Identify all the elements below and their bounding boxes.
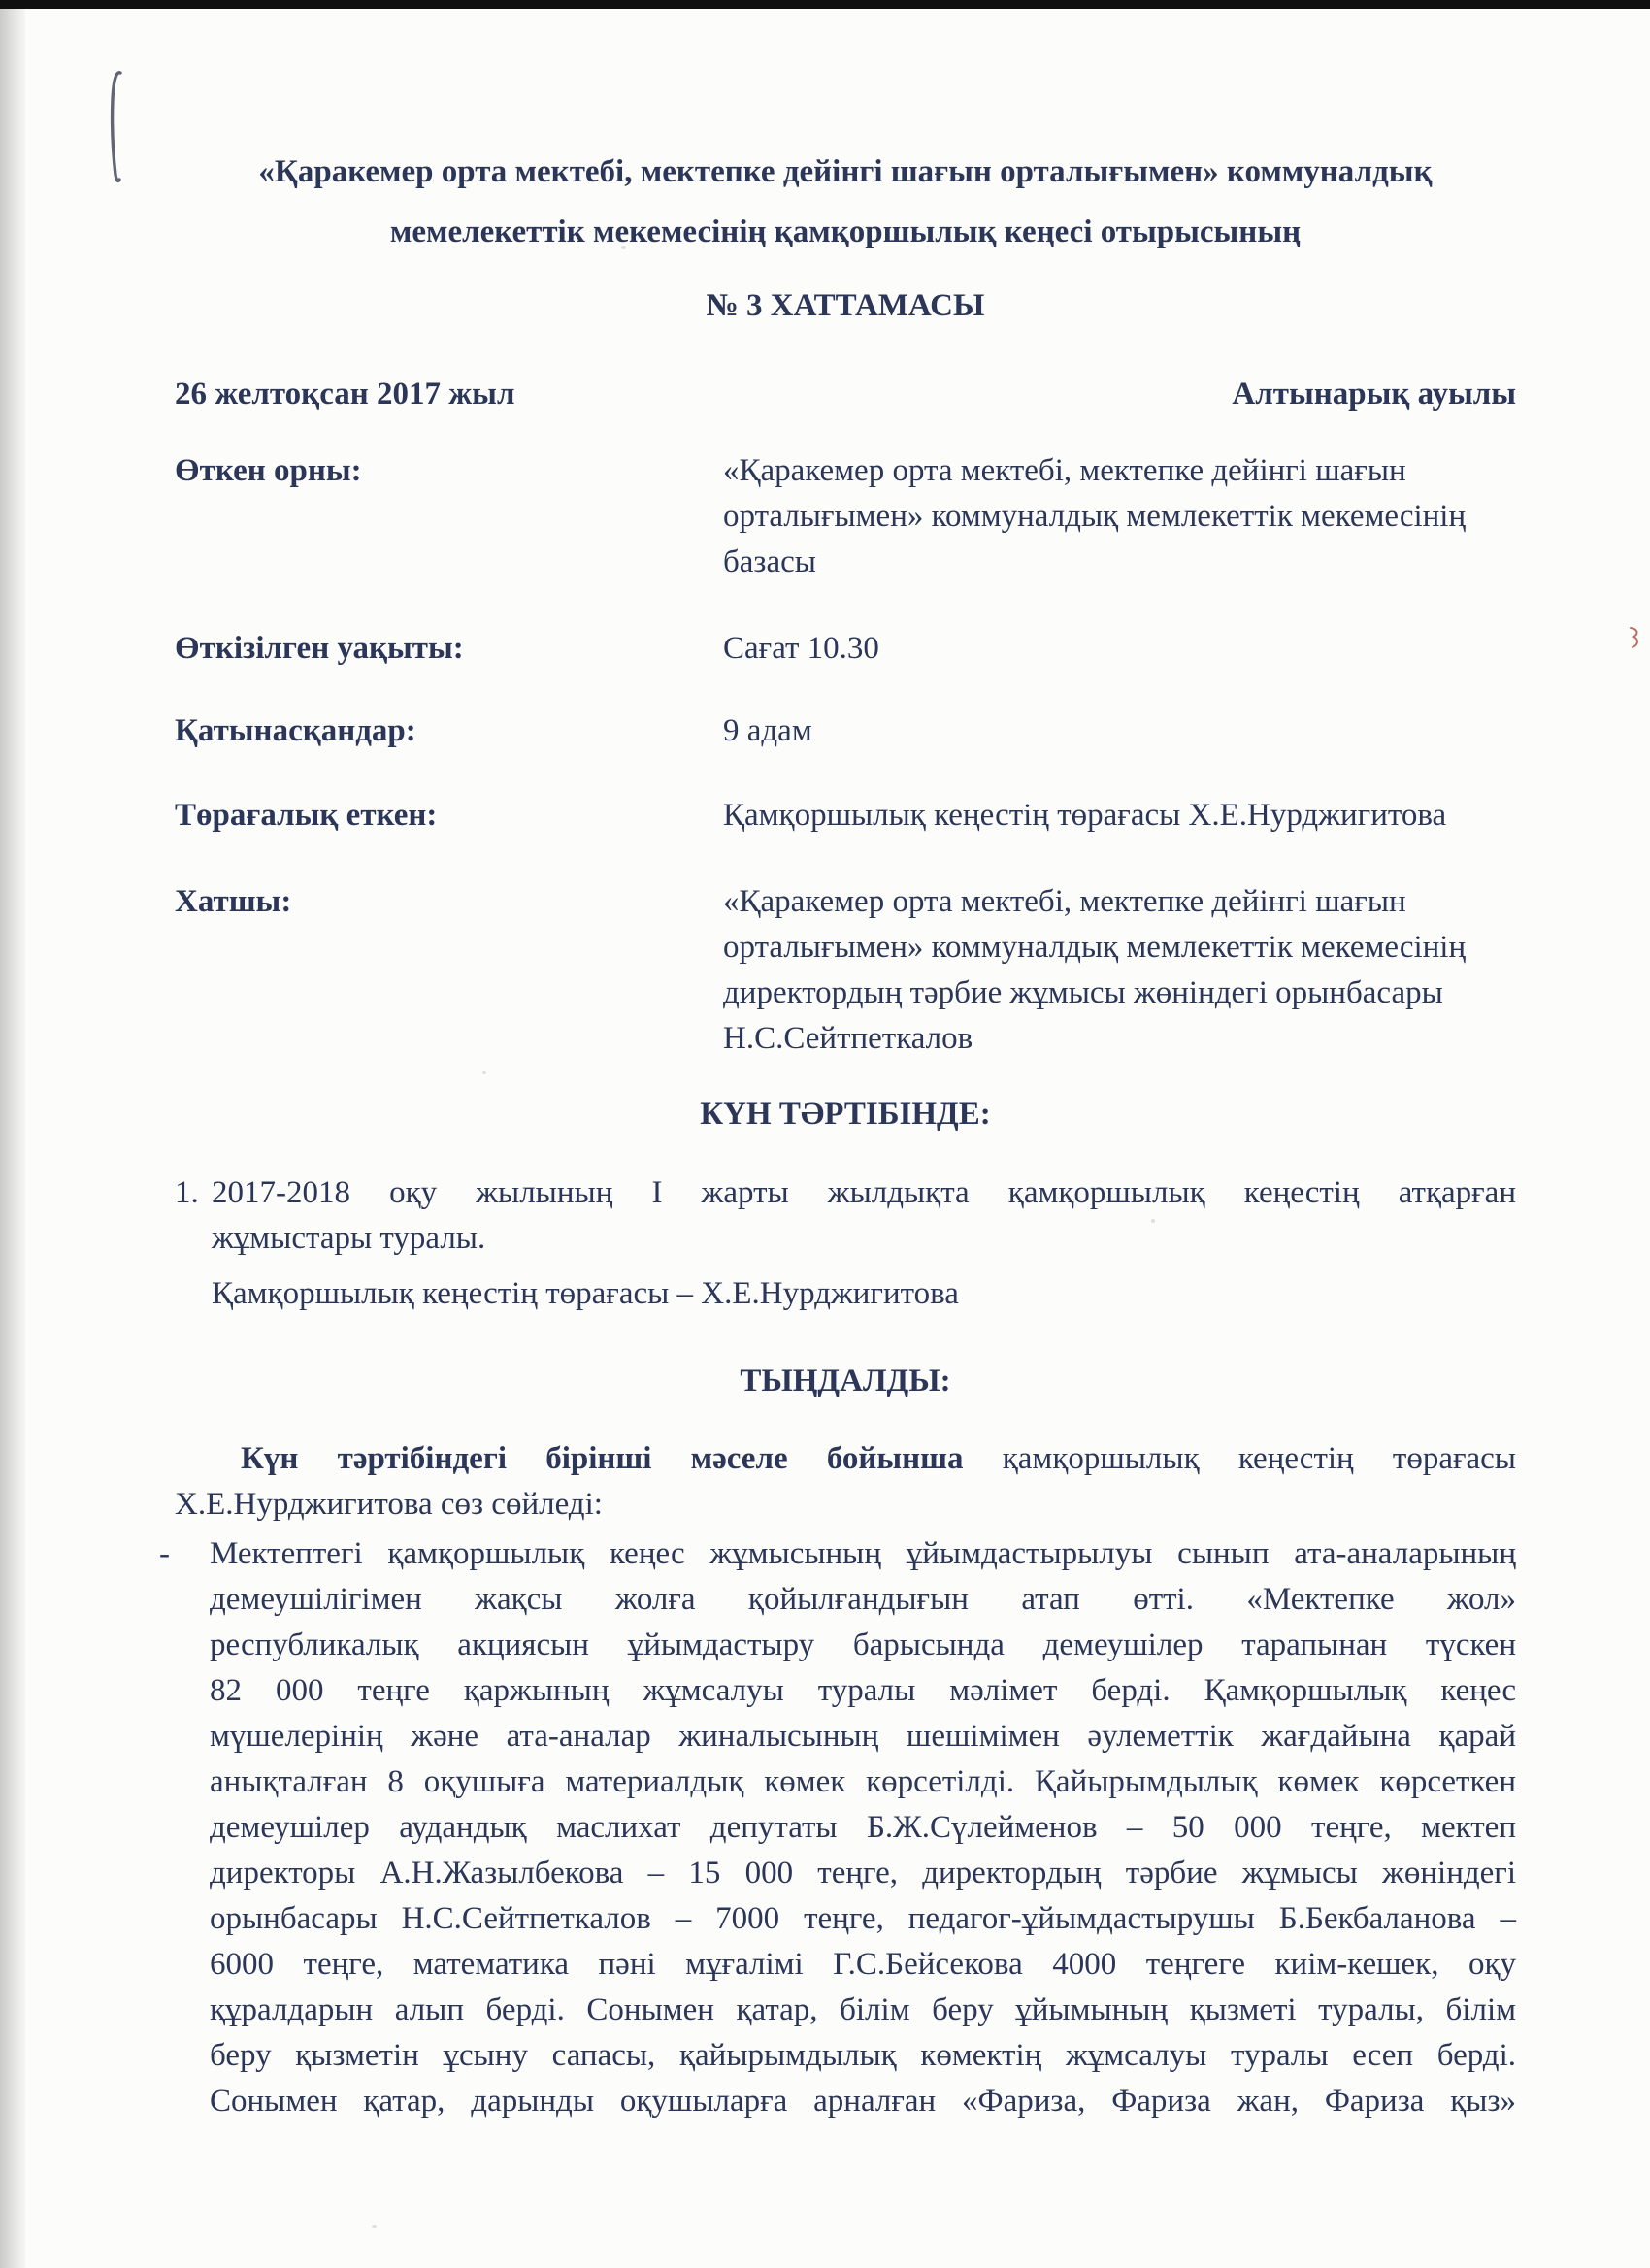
meta-row-location — [175, 448, 1516, 585]
bullet-line: Сонымен қатар, дарынды оқушыларға арналған «Фариза, Фариза жан, Фариза қыз» — [210, 2084, 1516, 2119]
meta-label: Өткен орны: — [175, 453, 362, 488]
heard-intro-rest: қамқоршылық кеңестің төрағасы — [963, 1441, 1516, 1476]
meta-row-chairperson — [175, 793, 1516, 838]
bullet-line: құралдарын алып берді. Сонымен қатар, білім беру ұйымының қызметі туралы, білім — [210, 1992, 1516, 2027]
bullet-line: демеушілігімен жақсы жолға қойылғандығын атап өтті. «Мектепке жол» — [210, 1582, 1516, 1617]
bullet-line: 82 000 теңге қаржының жұмсалуы туралы мәлімет берді. Қамқоршылық кеңес — [210, 1673, 1516, 1708]
meta-section — [175, 448, 1516, 1062]
agenda-item-text — [212, 1170, 1516, 1317]
meta-value: «Қаракемер орта мектебі, мектепке дейінгі шағын орталығымен» коммуналдық мемлекеттік мекемесінің базасы — [723, 453, 1467, 579]
meta-value: Қамқоршылық кеңестің төрағасы Х.Е.Нурджигитова — [723, 798, 1447, 833]
bullet-line: беру қызметін ұсыну сапасы, қайырымдылық көмектің жұмсалуы туралы есеп берді. — [210, 2038, 1516, 2073]
heard-intro-bold: Күн тәртібіндегі бірінші мәселе бойынша — [241, 1441, 964, 1476]
scan-edge-top — [0, 0, 1650, 9]
agenda-item-1 — [175, 1170, 1516, 1317]
pen-mark — [102, 66, 131, 187]
heard-intro-line-2: Х.Е.Нурджигитова сөз сөйледі: — [175, 1487, 603, 1522]
document-header — [175, 142, 1516, 262]
heard-heading: ТЫҢДАЛДЫ: — [740, 1364, 951, 1398]
bullet-line: 6000 теңге, математика пәні мұғалімі Г.С.Бейсекова 4000 теңгеге киім-кешек, оқу — [210, 1947, 1516, 1982]
heard-intro — [175, 1436, 1516, 1528]
meeting-date: 26 желтоқсан 2017 жыл — [175, 377, 515, 411]
bullet-text — [210, 1531, 1516, 2124]
red-ink-mark — [1627, 625, 1644, 650]
meeting-place: Алтынарық ауылы — [1232, 377, 1516, 411]
agenda-item-line: 2017-2018 оқу жылының I жарты жылдықта қамқоршылық кеңестің атқарған — [212, 1175, 1516, 1210]
meta-row-secretary — [175, 879, 1516, 1062]
meta-label: Төрағалық еткен: — [175, 798, 438, 833]
heard-bullet-paragraph — [159, 1531, 1516, 2124]
agenda-speaker: Қамқоршылық кеңестің төрағасы – Х.Е.Нурджигитова — [212, 1276, 959, 1311]
header-line-2: мемелекеттік мекемесінің қамқоршылық кеңесі отырысының — [389, 214, 1302, 249]
protocol-title: № 3 ХАТТАМАСЫ — [706, 288, 985, 323]
scan-edge-left — [0, 9, 25, 2268]
document-body — [159, 142, 1516, 2124]
bullet-line: демеушілер аудандық маслихат депутаты Б.Ж.Сүлейменов – 50 000 теңге, мектеп — [210, 1810, 1516, 1845]
meta-row-participants — [175, 708, 1516, 754]
date-place-row — [175, 372, 1516, 417]
meta-label: Өткізілген уақыты: — [175, 631, 464, 666]
agenda-item-line: жұмыстары туралы. — [212, 1221, 486, 1256]
header-line-1: «Қаракемер орта мектебі, мектепке дейінгі шағын орталығымен» коммуналдық — [258, 154, 1433, 189]
meta-value: Сағат 10.30 — [723, 631, 879, 666]
meta-value: 9 адам — [723, 713, 812, 748]
scan-speck — [372, 2225, 377, 2228]
agenda-item-number: 1. — [175, 1175, 199, 1210]
bullet-line: директоры А.Н.Жазылбекова – 15 000 теңге, директордың тәрбие жұмысы жөніндегі — [210, 1856, 1516, 1890]
bullet-line: Мектептегі қамқоршылық кеңес жұмысының ұйымдастырылуы сынып ата-аналарының — [210, 1536, 1516, 1571]
meta-label: Қатынасқандар: — [175, 713, 416, 748]
bullet-dash: - — [159, 1536, 170, 1571]
meta-label: Хатшы: — [175, 884, 292, 919]
meta-value: «Қаракемер орта мектебі, мектепке дейінгі шағын орталығымен» коммуналдық мемлекеттік мекемесінің директордың тәрбие жұмысы жөніндегі орынбасары Н.С.Сейтпеткалов — [723, 884, 1467, 1056]
meta-row-time — [175, 626, 1516, 672]
bullet-line: мүшелерінің және ата-аналар жиналысының шешімімен әулеметтік жағдайына қарай — [210, 1719, 1516, 1754]
agenda-heading: КҮН ТӘРТІБІНДЕ: — [700, 1097, 991, 1132]
bullet-line: анықталған 8 оқушыға материалдық көмек көрсетілді. Қайырымдылық көмек көрсеткен — [210, 1764, 1516, 1799]
heard-intro-line-1 — [175, 1436, 1516, 1482]
bullet-line: орынбасары Н.С.Сейтпеткалов – 7000 теңге, педагог-ұйымдастырушы Б.Бекбаланова – — [210, 1901, 1516, 1936]
bullet-line: республикалық акциясын ұйымдастыру барысында демеушілер тарапынан түскен — [210, 1627, 1516, 1662]
